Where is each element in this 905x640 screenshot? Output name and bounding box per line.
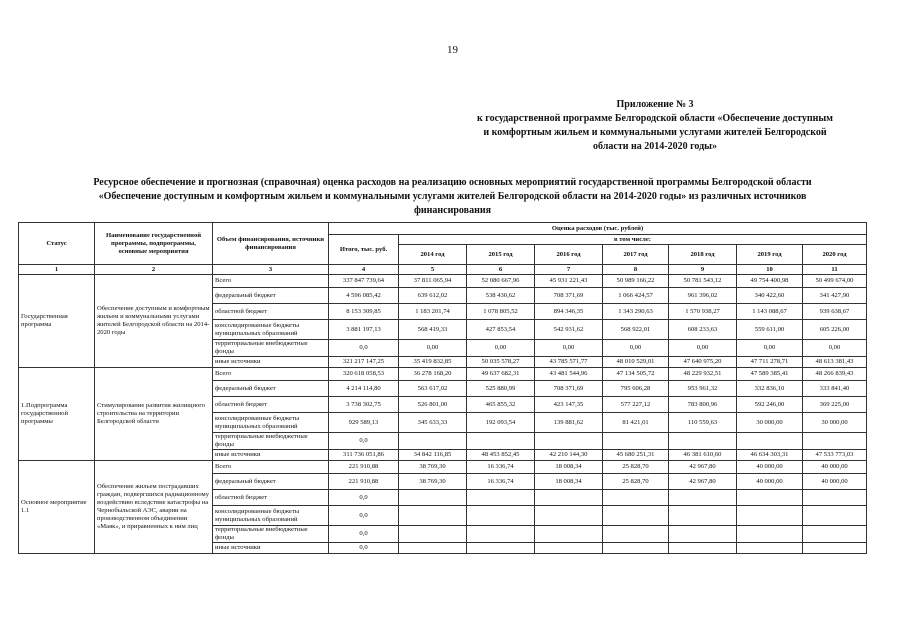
cell-value: 4 214 114,80 <box>329 381 399 397</box>
resource-table <box>18 222 867 554</box>
cell-value: 332 836,10 <box>737 381 803 397</box>
header-including: в том числе: <box>399 235 867 245</box>
cell-value: 337 847 739,64 <box>329 275 399 288</box>
cell-value: 423 147,35 <box>535 397 603 413</box>
table-row <box>19 275 867 288</box>
cell-value: 465 855,32 <box>467 397 535 413</box>
row-source: федеральный бюджет <box>213 474 329 490</box>
page-number: 19 <box>447 44 458 56</box>
cell-value: 577 227,12 <box>603 397 669 413</box>
row-source: консолидированные бюджеты муниципальных образований <box>213 413 329 433</box>
cell-value: 47 134 505,72 <box>603 368 669 381</box>
cell-value: 321 217 147,25 <box>329 357 399 368</box>
cell-value: 0,0 <box>329 490 399 506</box>
cell-value <box>535 526 603 543</box>
row-source: Всего <box>213 368 329 381</box>
cell-value: 0,00 <box>737 340 803 357</box>
cell-value: 35 419 832,85 <box>399 357 467 368</box>
cell-value: 47 589 385,41 <box>737 368 803 381</box>
cell-value: 708 371,69 <box>535 381 603 397</box>
table-row <box>19 461 867 474</box>
cell-value <box>669 433 737 450</box>
cell-value: 81 421,01 <box>603 413 669 433</box>
cell-value: 34 842 116,85 <box>399 450 467 461</box>
header-source: Объем финансирования, источники финансирования <box>213 223 329 265</box>
cell-value <box>669 490 737 506</box>
cell-value: 953 961,32 <box>669 381 737 397</box>
cell-value: 49 637 682,31 <box>467 368 535 381</box>
cell-value: 4 596 085,42 <box>329 288 399 304</box>
cell-value: 42 967,80 <box>669 474 737 490</box>
cell-value: 46 381 610,60 <box>669 450 737 461</box>
cell-value: 3 881 197,13 <box>329 320 399 340</box>
cell-value <box>399 543 467 554</box>
cell-value: 30 000,00 <box>737 413 803 433</box>
cell-value <box>399 506 467 526</box>
row-status: Государственная программа <box>19 275 95 368</box>
cell-value: 25 828,70 <box>603 461 669 474</box>
row-source: областной бюджет <box>213 304 329 320</box>
row-source: территориальные внебюджетные фонды <box>213 526 329 543</box>
row-source: консолидированные бюджеты муниципальных образований <box>213 506 329 526</box>
cell-value: 47 640 975,20 <box>669 357 737 368</box>
cell-value: 43 481 544,96 <box>535 368 603 381</box>
row-source: территориальные внебюджетные фонды <box>213 433 329 450</box>
column-number: 9 <box>669 265 737 275</box>
cell-value: 192 093,54 <box>467 413 535 433</box>
cell-value: 48 453 852,45 <box>467 450 535 461</box>
cell-value: 47 711 278,71 <box>737 357 803 368</box>
cell-value: 47 533 773,03 <box>803 450 867 461</box>
cell-value: 559 611,00 <box>737 320 803 340</box>
appendix-line-4: области на 2014-2020 годы» <box>593 141 717 152</box>
cell-value <box>467 543 535 554</box>
cell-value: 0,00 <box>535 340 603 357</box>
cell-value: 345 633,33 <box>399 413 467 433</box>
cell-value: 40 000,00 <box>737 474 803 490</box>
cell-value: 38 769,30 <box>399 461 467 474</box>
cell-value <box>603 526 669 543</box>
cell-value: 50 035 578,27 <box>467 357 535 368</box>
cell-value: 369 225,00 <box>803 397 867 413</box>
cell-value <box>803 433 867 450</box>
cell-value: 221 910,88 <box>329 474 399 490</box>
appendix-heading <box>445 98 865 154</box>
cell-value: 43 785 571,77 <box>535 357 603 368</box>
cell-value <box>467 526 535 543</box>
column-number: 1 <box>19 265 95 275</box>
cell-value: 939 638,67 <box>803 304 867 320</box>
row-source: областной бюджет <box>213 397 329 413</box>
cell-value: 795 606,28 <box>603 381 669 397</box>
cell-value: 1 078 805,52 <box>467 304 535 320</box>
column-number: 3 <box>213 265 329 275</box>
cell-value: 568 922,01 <box>603 320 669 340</box>
row-source: федеральный бюджет <box>213 288 329 304</box>
cell-value: 568 419,33 <box>399 320 467 340</box>
cell-value: 708 371,69 <box>535 288 603 304</box>
cell-value: 608 233,63 <box>669 320 737 340</box>
cell-value: 1 183 201,74 <box>399 304 467 320</box>
cell-value <box>803 543 867 554</box>
title-line-3: финансирования <box>413 205 492 216</box>
cell-value <box>803 506 867 526</box>
cell-value: 320 618 058,53 <box>329 368 399 381</box>
row-source: консолидированные бюджеты муниципальных образований <box>213 320 329 340</box>
cell-value: 783 800,96 <box>669 397 737 413</box>
cell-value: 42 210 144,30 <box>535 450 603 461</box>
cell-value: 139 881,62 <box>535 413 603 433</box>
cell-value: 961 396,02 <box>669 288 737 304</box>
cell-value: 0,00 <box>803 340 867 357</box>
row-source: территориальные внебюджетные фонды <box>213 340 329 357</box>
cell-value <box>467 490 535 506</box>
cell-value: 221 910,88 <box>329 461 399 474</box>
cell-value <box>737 490 803 506</box>
cell-value: 0,0 <box>329 340 399 357</box>
cell-value: 37 811 065,94 <box>399 275 467 288</box>
appendix-line-2: к государственной программе Белгородской области «Обеспечение доступным <box>477 113 833 124</box>
cell-value <box>603 506 669 526</box>
row-source: федеральный бюджет <box>213 381 329 397</box>
cell-value: 40 000,00 <box>737 461 803 474</box>
cell-value: 1 143 088,67 <box>737 304 803 320</box>
row-name: Обеспечение доступным и комфортным жильем и коммунальными услугами жителей Белгородской области на 2014-2020 годы <box>95 275 213 368</box>
column-number: 8 <box>603 265 669 275</box>
cell-value: 0,00 <box>669 340 737 357</box>
table-body <box>19 275 867 554</box>
cell-value: 50 781 543,12 <box>669 275 737 288</box>
header-estimate: Оценка расходов (тыс. рублей) <box>329 223 867 235</box>
cell-value <box>535 490 603 506</box>
column-number: 2 <box>95 265 213 275</box>
cell-value <box>467 433 535 450</box>
title-line-1: Ресурсное обеспечение и прогнозная (справочная) оценка расходов на реализацию основных мероприятий государственной программы Белгородской области <box>93 177 812 188</box>
cell-value: 25 828,70 <box>603 474 669 490</box>
cell-value <box>535 433 603 450</box>
cell-value: 42 967,80 <box>669 461 737 474</box>
cell-value: 427 853,54 <box>467 320 535 340</box>
cell-value: 45 931 221,43 <box>535 275 603 288</box>
column-number: 5 <box>399 265 467 275</box>
cell-value: 110 559,63 <box>669 413 737 433</box>
cell-value: 48 613 381,43 <box>803 357 867 368</box>
header-year: 2016 год <box>535 245 603 265</box>
header-name: Наименование государственной программы, подпрограммы, основные мероприятия <box>95 223 213 265</box>
document-title <box>0 176 905 218</box>
cell-value: 30 000,00 <box>803 413 867 433</box>
cell-value <box>803 490 867 506</box>
row-source: областной бюджет <box>213 490 329 506</box>
cell-value: 542 931,62 <box>535 320 603 340</box>
column-number: 7 <box>535 265 603 275</box>
cell-value <box>737 526 803 543</box>
cell-value: 36 278 168,20 <box>399 368 467 381</box>
column-number: 11 <box>803 265 867 275</box>
cell-value <box>399 433 467 450</box>
appendix-line-1: Приложение № 3 <box>616 99 694 110</box>
cell-value: 52 080 667,96 <box>467 275 535 288</box>
cell-value <box>737 506 803 526</box>
cell-value: 16 336,74 <box>467 474 535 490</box>
header-year: 2018 год <box>669 245 737 265</box>
column-number: 10 <box>737 265 803 275</box>
cell-value <box>535 506 603 526</box>
cell-value: 46 634 303,31 <box>737 450 803 461</box>
cell-value: 526 801,00 <box>399 397 467 413</box>
row-status: 1.Подпрограмма государственной программы <box>19 368 95 461</box>
cell-value: 3 738 302,75 <box>329 397 399 413</box>
cell-value: 1 343 290,63 <box>603 304 669 320</box>
cell-value: 8 153 309,85 <box>329 304 399 320</box>
cell-value: 639 612,02 <box>399 288 467 304</box>
cell-value <box>669 526 737 543</box>
cell-value: 38 769,30 <box>399 474 467 490</box>
cell-value: 605 226,00 <box>803 320 867 340</box>
header-year: 2015 год <box>467 245 535 265</box>
cell-value: 50 989 166,22 <box>603 275 669 288</box>
row-name: Стимулирование развития жилищного строительства на территории Белгородской области <box>95 368 213 461</box>
cell-value <box>803 526 867 543</box>
header-status: Статус <box>19 223 95 265</box>
header-year: 2017 год <box>603 245 669 265</box>
header-year: 2020 год <box>803 245 867 265</box>
cell-value <box>669 543 737 554</box>
table-header <box>19 223 867 275</box>
row-source: иные источники <box>213 450 329 461</box>
cell-value: 0,00 <box>467 340 535 357</box>
cell-value: 0,00 <box>603 340 669 357</box>
cell-value <box>737 433 803 450</box>
cell-value <box>603 433 669 450</box>
cell-value: 18 008,34 <box>535 474 603 490</box>
row-source: Всего <box>213 461 329 474</box>
cell-value: 894 346,35 <box>535 304 603 320</box>
cell-value: 538 430,62 <box>467 288 535 304</box>
cell-value <box>467 506 535 526</box>
cell-value: 49 754 400,98 <box>737 275 803 288</box>
cell-value: 50 499 674,00 <box>803 275 867 288</box>
cell-value: 48 229 932,51 <box>669 368 737 381</box>
cell-value: 18 008,34 <box>535 461 603 474</box>
header-total: Итого, тыс. руб. <box>329 235 399 265</box>
cell-value <box>399 526 467 543</box>
header-year: 2019 год <box>737 245 803 265</box>
row-name: Обеспечение жильем пострадавших граждан, подвергшихся радиационному воздействию вследствие катастрофы на Чернобыльской АЭС, аварии на производственном объединении «Маяк», и приравненных к ним лиц <box>95 461 213 554</box>
cell-value <box>603 490 669 506</box>
cell-value: 341 427,90 <box>803 288 867 304</box>
cell-value: 1 570 938,27 <box>669 304 737 320</box>
cell-value: 40 000,00 <box>803 474 867 490</box>
cell-value <box>535 543 603 554</box>
cell-value: 0,0 <box>329 433 399 450</box>
cell-value: 40 000,00 <box>803 461 867 474</box>
cell-value <box>737 543 803 554</box>
appendix-line-3: и комфортным жильем и коммунальными услугами жителей Белгородской <box>483 127 827 138</box>
cell-value: 16 336,74 <box>467 461 535 474</box>
cell-value: 48 010 529,01 <box>603 357 669 368</box>
column-number: 6 <box>467 265 535 275</box>
cell-value <box>603 543 669 554</box>
column-number-row <box>19 265 867 275</box>
row-source: иные источники <box>213 543 329 554</box>
row-status: Основное мероприятие 1.1 <box>19 461 95 554</box>
cell-value: 563 617,02 <box>399 381 467 397</box>
header-year: 2014 год <box>399 245 467 265</box>
column-number: 4 <box>329 265 399 275</box>
title-line-2: «Обеспечение доступным и комфортным жильем и коммунальными услугами жителей Белгородской области на 2014-2020 годы» из различных источников <box>98 191 807 202</box>
cell-value: 592 246,00 <box>737 397 803 413</box>
cell-value <box>669 506 737 526</box>
cell-value: 340 422,60 <box>737 288 803 304</box>
cell-value <box>399 490 467 506</box>
cell-value: 0,0 <box>329 526 399 543</box>
cell-value: 525 880,99 <box>467 381 535 397</box>
table-row <box>19 368 867 381</box>
cell-value: 311 736 051,86 <box>329 450 399 461</box>
cell-value: 1 066 424,57 <box>603 288 669 304</box>
cell-value: 0,0 <box>329 506 399 526</box>
cell-value: 45 680 251,31 <box>603 450 669 461</box>
cell-value: 0,0 <box>329 543 399 554</box>
cell-value: 333 841,40 <box>803 381 867 397</box>
cell-value: 48 266 839,43 <box>803 368 867 381</box>
row-source: иные источники <box>213 357 329 368</box>
cell-value: 0,00 <box>399 340 467 357</box>
cell-value: 929 589,13 <box>329 413 399 433</box>
row-source: Всего <box>213 275 329 288</box>
